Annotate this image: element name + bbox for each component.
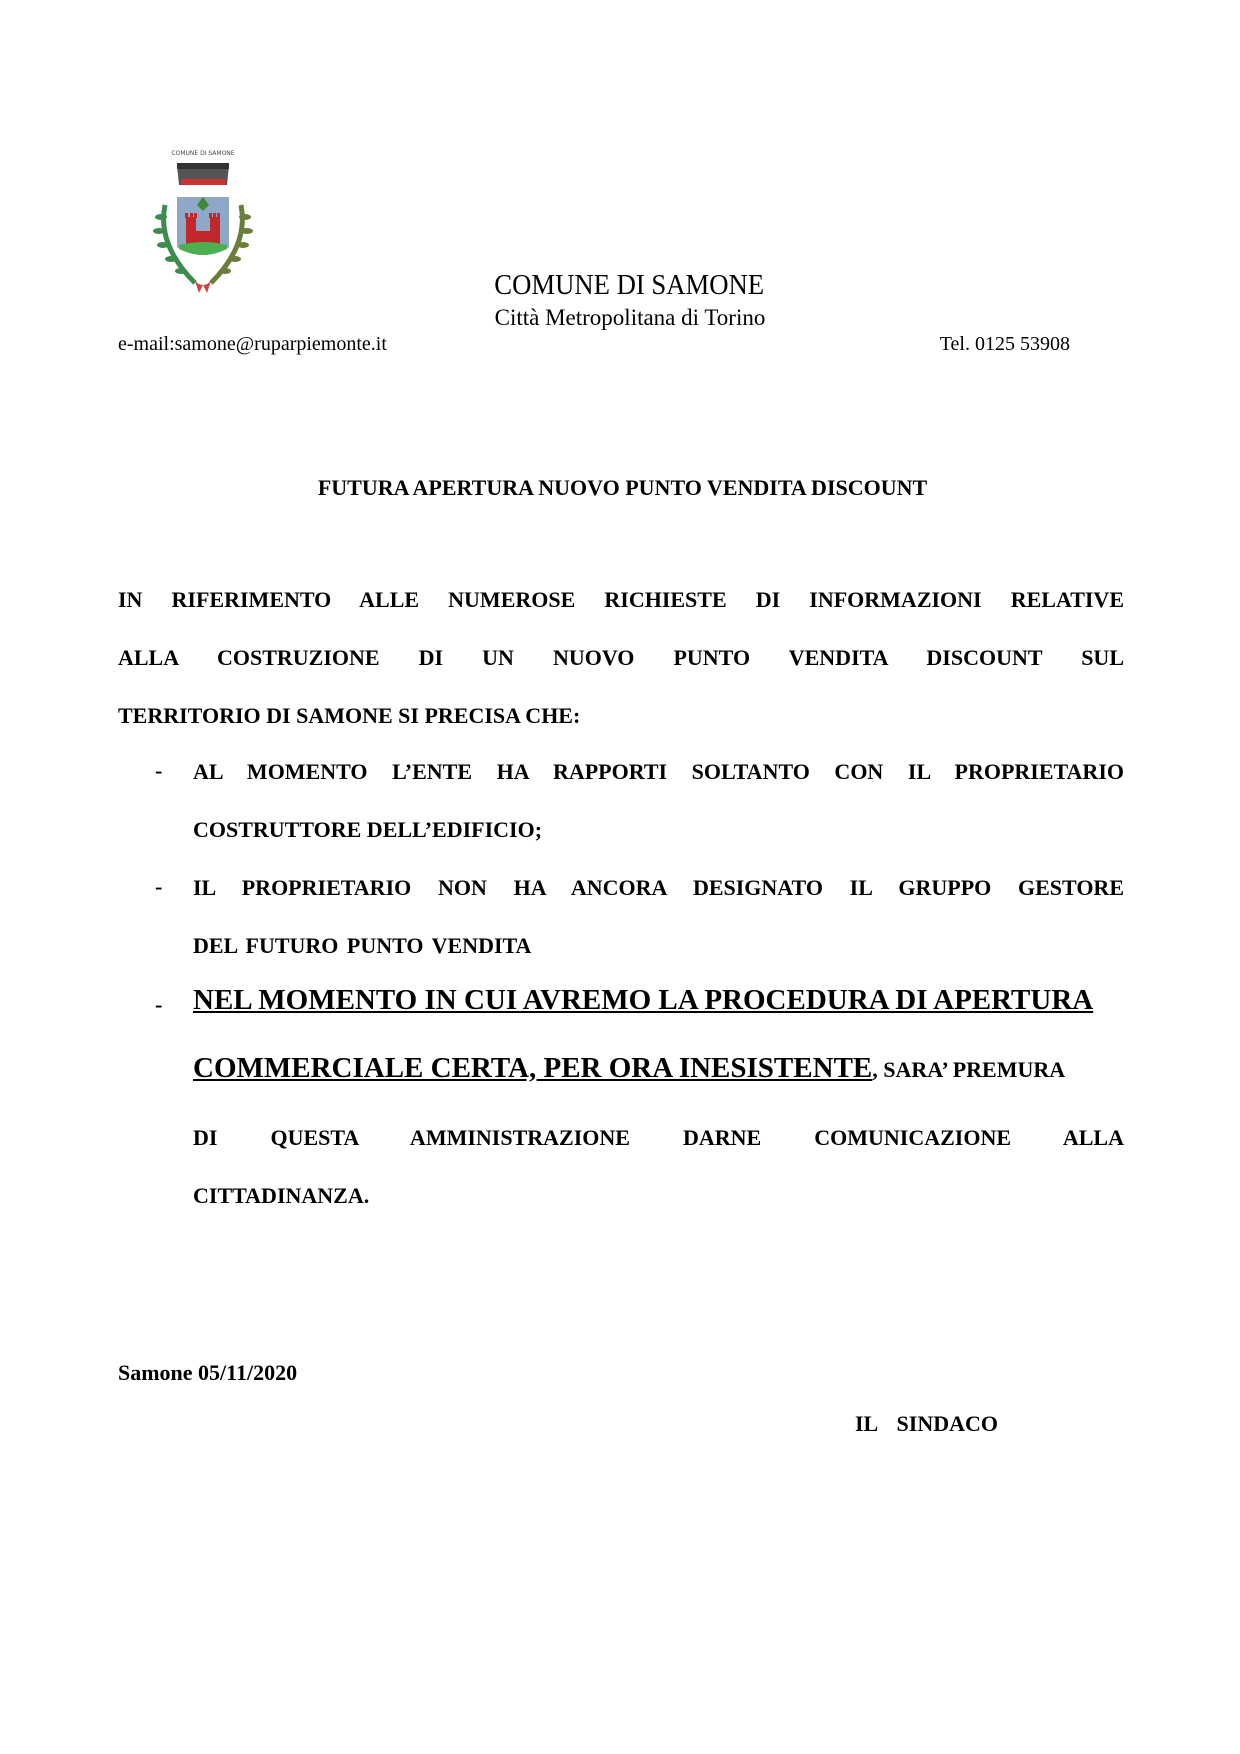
- bullet-text-tail: , SARA’ PREMURA: [872, 1057, 1066, 1082]
- underlined-emphasis: COMMERCIALE CERTA, PER ORA INESISTENTE: [193, 1052, 873, 1084]
- intro-line: TERRITORIO DI SAMONE SI PRECISA CHE:: [118, 703, 581, 728]
- bullet-text-line: COSTRUTTORE DELL’EDIFICIO;: [193, 817, 543, 842]
- bullet-text-line: AL MOMENTO L’ENTE HA RAPPORTI SOLTANTO CON IL PROPRIETARIO: [193, 759, 1124, 784]
- bullet-text-line: CITTADINANZA.: [193, 1183, 370, 1208]
- logo-caption: COMUNE DI SAMONE: [171, 150, 235, 157]
- intro-line: ALLA COSTRUZIONE DI UN NUOVO PUNTO VENDITA DISCOUNT SUL: [118, 645, 1124, 670]
- bullet-marker: -: [155, 758, 163, 783]
- notice-heading: FUTURA APERTURA NUOVO PUNTO VENDITA DISCOUNT: [317, 475, 928, 500]
- bullet-text-line: DEL FUTURO PUNTO VENDITA: [193, 933, 532, 958]
- municipality-subtitle: Città Metropolitana di Torino: [494, 305, 766, 330]
- intro-paragraph: [118, 586, 1124, 756]
- bullet-text-line: DI QUESTA AMMINISTRAZIONE DARNE COMUNICAZIONE ALLA: [193, 1125, 1124, 1150]
- bullet-marker: -: [155, 992, 163, 1017]
- municipality-title: COMUNE DI SAMONE: [494, 269, 765, 301]
- intro-line: IN RIFERIMENTO ALLE NUMEROSE RICHIESTE DI INFORMAZIONI RELATIVE: [118, 587, 1124, 612]
- bullet-emphasis-line: [193, 986, 1124, 1016]
- document-date: Samone 05/11/2020: [118, 1360, 298, 1385]
- email-contact[interactable]: e-mail:samone@ruparpiemonte.it: [118, 333, 387, 355]
- bullet-text-line: IL PROPRIETARIO NON HA ANCORA DESIGNATO IL GRUPPO GESTORE: [193, 875, 1124, 900]
- signature-label: IL SINDACO: [855, 1411, 998, 1436]
- underlined-emphasis: NEL MOMENTO IN CUI AVREMO LA PROCEDURA DI APERTURA: [193, 984, 1094, 1016]
- bullet-marker: -: [155, 874, 163, 899]
- phone-contact: Tel. 0125 53908: [939, 333, 1070, 355]
- bullet-emphasis-line: [193, 1054, 1124, 1084]
